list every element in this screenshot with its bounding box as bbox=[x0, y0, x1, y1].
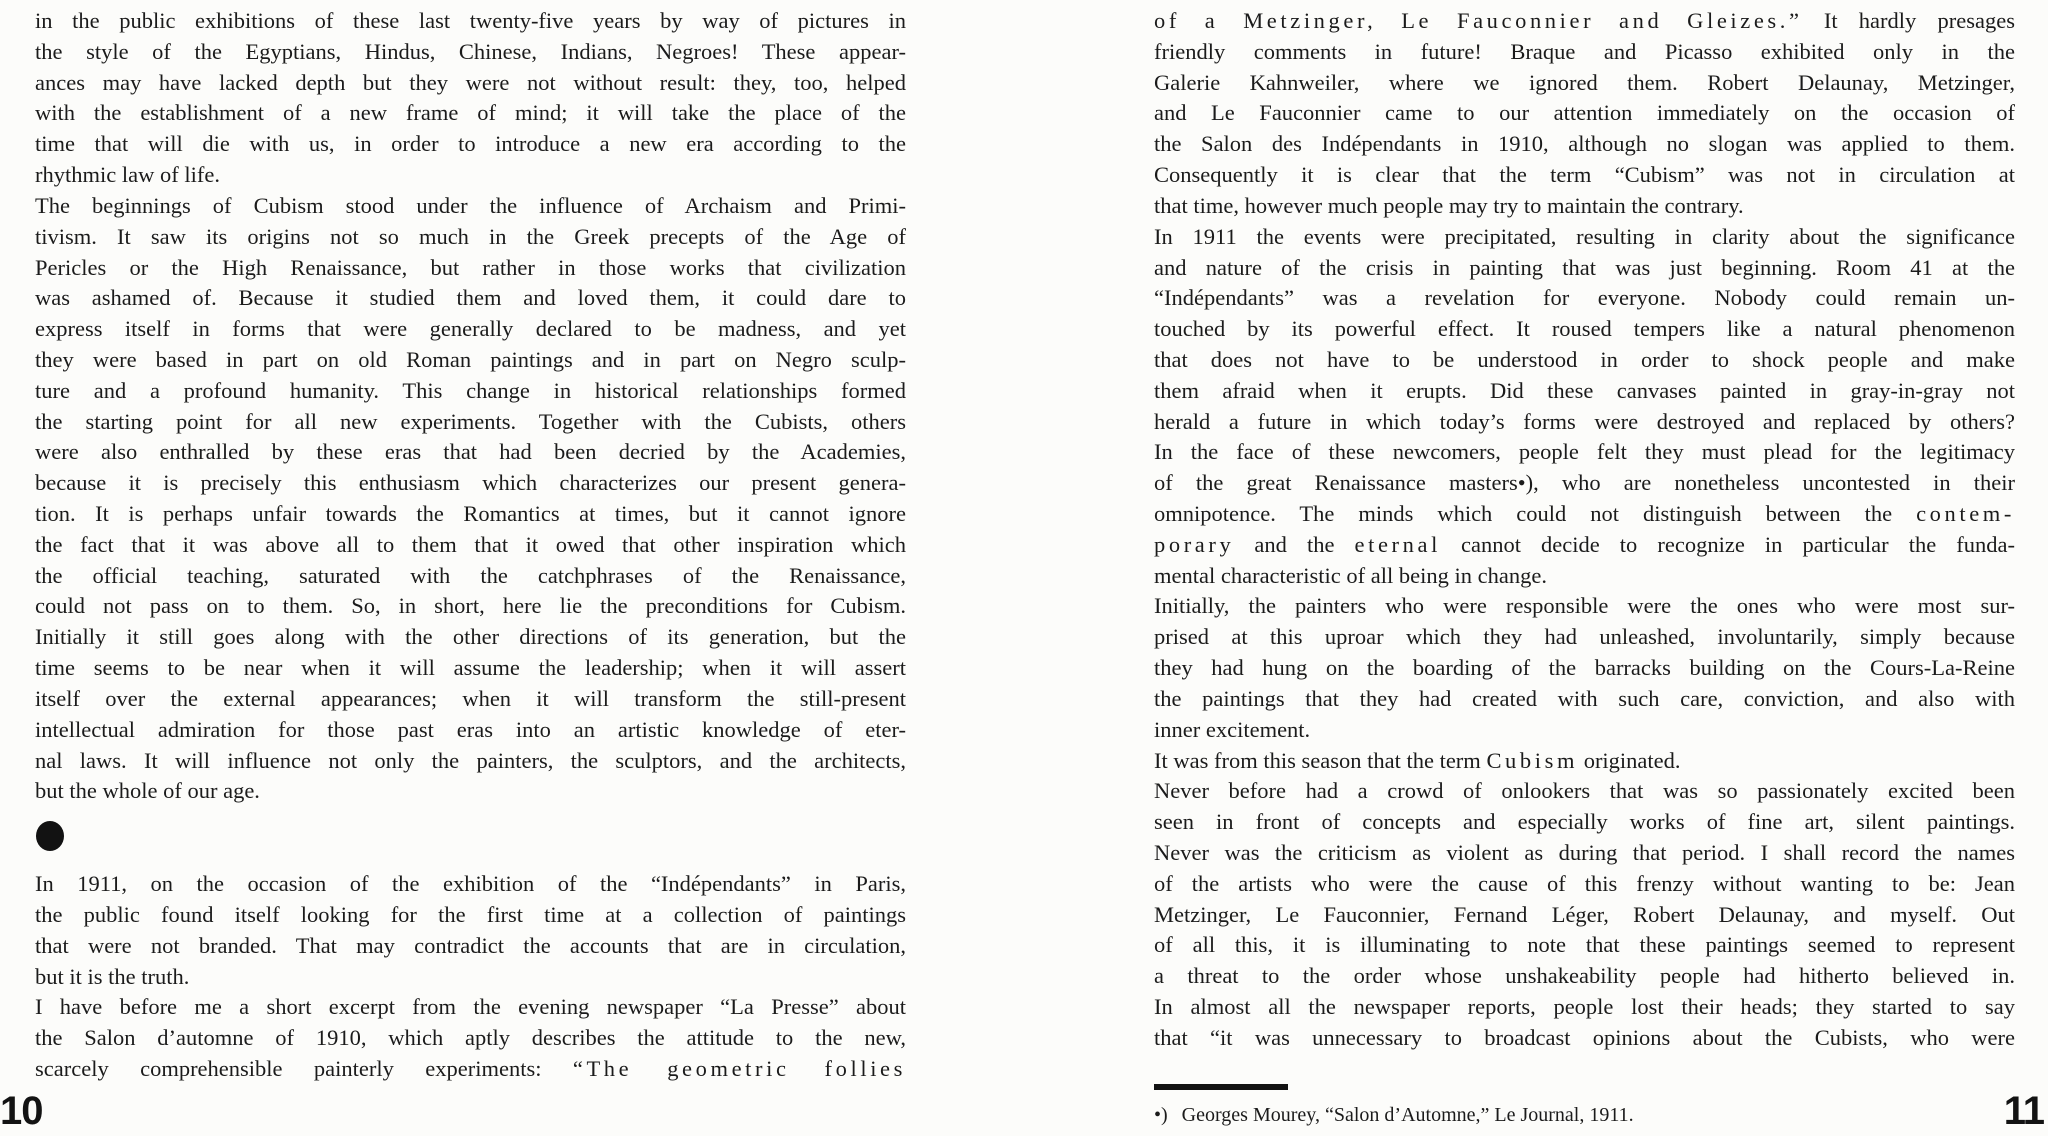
text-line: the starting point for all new experiments. Together with the Cubists, others bbox=[35, 408, 906, 434]
text-line: the Salon des Indépendants in 1910, although no slogan was applied to them. bbox=[1154, 131, 2015, 157]
text-line: Never before had a crowd of onlookers that was so passionately excited been bbox=[1154, 778, 2015, 804]
text-line: Initially, the painters who were responsible were the ones who were most sur- bbox=[1154, 593, 2015, 619]
section-separator-dot-icon bbox=[36, 821, 64, 851]
text-line bbox=[1154, 499, 2015, 530]
text-segment: originated. bbox=[1578, 747, 1681, 773]
text-line: tivism. It saw its origins not so much in the Greek precepts of the Age of bbox=[35, 223, 906, 249]
text-line: time seems to be near when it will assume the leadership; when it will assert bbox=[35, 655, 906, 681]
text-line: that “it was unnecessary to broadcast opinions about the Cubists, who were bbox=[1154, 1024, 2015, 1050]
text-line: and Le Fauconnier came to our attention immediately on the occasion of bbox=[1154, 100, 2015, 126]
text-segment: scarcely comprehensible painterly experiments: bbox=[35, 1056, 573, 1081]
text-line: Pericles or the High Renaissance, but rather in those works that civilization bbox=[35, 254, 906, 280]
text-line: nal laws. It will influence not only the painters, the sculptors, and the architects, bbox=[35, 747, 906, 773]
text-line: the paintings that they had created with such care, conviction, and also with bbox=[1154, 685, 2015, 711]
footnote-marker: •) bbox=[1154, 1103, 1168, 1126]
text-segment: It was from this season that the term bbox=[1154, 747, 1487, 773]
text-line: the official teaching, saturated with the catchphrases of the Renaissance, bbox=[35, 562, 906, 588]
text-line: them afraid when it erupts. Did these canvases painted in gray-in-gray not bbox=[1154, 377, 2015, 403]
text-line: I have before me a short excerpt from the evening newspaper “La Presse” about bbox=[35, 994, 906, 1020]
text-line: the Salon d’automne of 1910, which aptly describes the attitude to the new, bbox=[35, 1025, 906, 1051]
text-line: In almost all the newspaper reports, people lost their heads; they started to say bbox=[1154, 994, 2015, 1019]
text-line: Never was the criticism as violent as during that period. I shall record the names bbox=[1154, 839, 2015, 865]
text-segment: and the bbox=[1234, 531, 1355, 557]
page-number-left: 10 bbox=[0, 1089, 43, 1133]
text-line: were also enthralled by these eras that had been decried by the Academies, bbox=[35, 439, 906, 465]
text-line: In 1911 the events were precipitated, resulting in clarity about the significance bbox=[1154, 223, 2015, 249]
left-text-block-2 bbox=[35, 869, 906, 1085]
letterspaced-emphasis-text: porary bbox=[1154, 531, 1235, 557]
text-line: but the whole of our age. bbox=[35, 778, 260, 804]
page-number-right: 11 bbox=[2003, 1089, 2044, 1133]
text-line: mental characteristic of all being in change. bbox=[1154, 562, 1547, 588]
text-line: the fact that it was above all to them that it owed that other inspiration which bbox=[35, 531, 906, 557]
text-line bbox=[1154, 746, 2015, 777]
letterspaced-emphasis-text: contem- bbox=[1916, 501, 2015, 526]
text-line: intellectual admiration for those past eras into an artistic knowledge of eter- bbox=[35, 716, 906, 742]
footnote bbox=[1154, 1102, 2015, 1128]
text-line bbox=[1154, 530, 2015, 561]
text-line: In 1911, on the occasion of the exhibition of the “Indépendants” in Paris, bbox=[35, 871, 906, 897]
text-line: in the public exhibitions of these last twenty-five years by way of pictures in bbox=[35, 8, 906, 33]
page-left-text-column bbox=[35, 6, 906, 1085]
text-segment: omnipotence. The minds which could not distinguish between the bbox=[1154, 501, 1917, 526]
text-line: inner excitement. bbox=[1154, 716, 1311, 742]
page-right-text-column bbox=[1154, 6, 2015, 1128]
text-line: they were based in part on old Roman paintings and in part on Negro sculp- bbox=[35, 346, 906, 372]
letterspaced-emphasis-text: Cubism bbox=[1486, 747, 1579, 773]
text-segment: cannot decide to recognize in particular the funda- bbox=[1440, 531, 2015, 557]
text-segment: It hardly presages bbox=[1802, 8, 2015, 33]
text-line: friendly comments in future! Braque and Picasso exhibited only in the bbox=[1154, 38, 2015, 64]
text-line: herald a future in which today’s forms were destroyed and replaced by others? bbox=[1154, 408, 2015, 434]
text-line: ture and a profound humanity. This change in historical relationships formed bbox=[35, 377, 906, 403]
text-line: “Indépendants” was a revelation for everyone. Nobody could remain un- bbox=[1154, 285, 2015, 311]
text-line: touched by its powerful effect. It roused tempers like a natural phenomenon bbox=[1154, 316, 2015, 342]
text-line: of the artists who were the cause of this frenzy without wanting to be: Jean bbox=[1154, 870, 2015, 896]
text-line: and nature of the crisis in painting that was just beginning. Room 41 at the bbox=[1154, 254, 2015, 280]
text-line: The beginnings of Cubism stood under the influence of Archaism and Primi- bbox=[35, 192, 906, 218]
text-line: ances may have lacked depth but they were not without result: they, too, helped bbox=[35, 69, 906, 95]
text-line: tion. It is perhaps unfair towards the Romantics at times, but it cannot ignore bbox=[35, 501, 906, 526]
text-line: rhythmic law of life. bbox=[35, 162, 220, 188]
text-line: In the face of these newcomers, people felt they must plead for the legitimacy bbox=[1154, 439, 2015, 465]
text-line: because it is precisely this enthusiasm which characterizes our present genera- bbox=[35, 470, 906, 496]
footnote-rule bbox=[1154, 1084, 1288, 1090]
text-line: Galerie Kahnweiler, where we ignored them. Robert Delaunay, Metzinger, bbox=[1154, 69, 2015, 95]
right-text-block bbox=[1154, 6, 2015, 1054]
text-line: that were not branded. That may contradict the accounts that are in circulation, bbox=[35, 932, 906, 958]
letterspaced-emphasis-text: eternal bbox=[1354, 531, 1441, 557]
text-line: prised at this uproar which they had unleashed, involuntarily, simply because bbox=[1154, 624, 2015, 650]
text-line: the public found itself looking for the first time at a collection of paintings bbox=[35, 901, 906, 927]
text-line: of all this, it is illuminating to note that these paintings seemed to represent bbox=[1154, 932, 2015, 958]
letterspaced-emphasis-text: “The geometric follies bbox=[572, 1056, 906, 1081]
text-line: but it is the truth. bbox=[35, 963, 190, 989]
text-line bbox=[1154, 6, 2015, 37]
text-line: Initially it still goes along with the other directions of its generation, but the bbox=[35, 624, 906, 650]
text-line: a threat to the order whose unshakeability people had hitherto believed in. bbox=[1154, 963, 2015, 989]
text-line: Metzinger, Le Fauconnier, Fernand Léger, Robert Delaunay, and myself. Out bbox=[1154, 901, 2015, 927]
footnote-text: Georges Mourey, “Salon d’Automne,” Le Journal, 1911. bbox=[1181, 1103, 1634, 1126]
text-line bbox=[35, 1054, 906, 1085]
text-line: of the great Renaissance masters•), who are nonetheless uncontested in their bbox=[1154, 470, 2015, 496]
text-line: time that will die with us, in order to introduce a new era according to the bbox=[35, 131, 906, 157]
text-line: they had hung on the boarding of the barracks building on the Cours-La-Reine bbox=[1154, 655, 2015, 681]
left-text-block-1 bbox=[35, 6, 906, 807]
text-line: express itself in forms that were generally declared to be madness, and yet bbox=[35, 316, 906, 342]
text-line: could not pass on to them. So, in short, here lie the preconditions for Cubism. bbox=[35, 593, 906, 619]
text-line: was ashamed of. Because it studied them and loved them, it could dare to bbox=[35, 285, 906, 311]
text-line: that does not have to be understood in order to shock people and make bbox=[1154, 346, 2015, 372]
section-separator bbox=[35, 807, 906, 869]
text-line: Consequently it is clear that the term “Cubism” was not in circulation at bbox=[1154, 162, 2015, 188]
text-line: seen in front of concepts and especially works of fine art, silent paintings. bbox=[1154, 809, 2015, 835]
text-line: the style of the Egyptians, Hindus, Chinese, Indians, Negroes! These appear- bbox=[35, 38, 906, 64]
text-line: itself over the external appearances; when it will transform the still-present bbox=[35, 685, 906, 711]
text-line: with the establishment of a new frame of mind; it will take the place of the bbox=[35, 100, 906, 126]
text-line: that time, however much people may try to maintain the contrary. bbox=[1154, 192, 1744, 218]
letterspaced-emphasis-text: of a Metzinger, Le Fauconnier and Gleizes.” bbox=[1154, 8, 1803, 33]
